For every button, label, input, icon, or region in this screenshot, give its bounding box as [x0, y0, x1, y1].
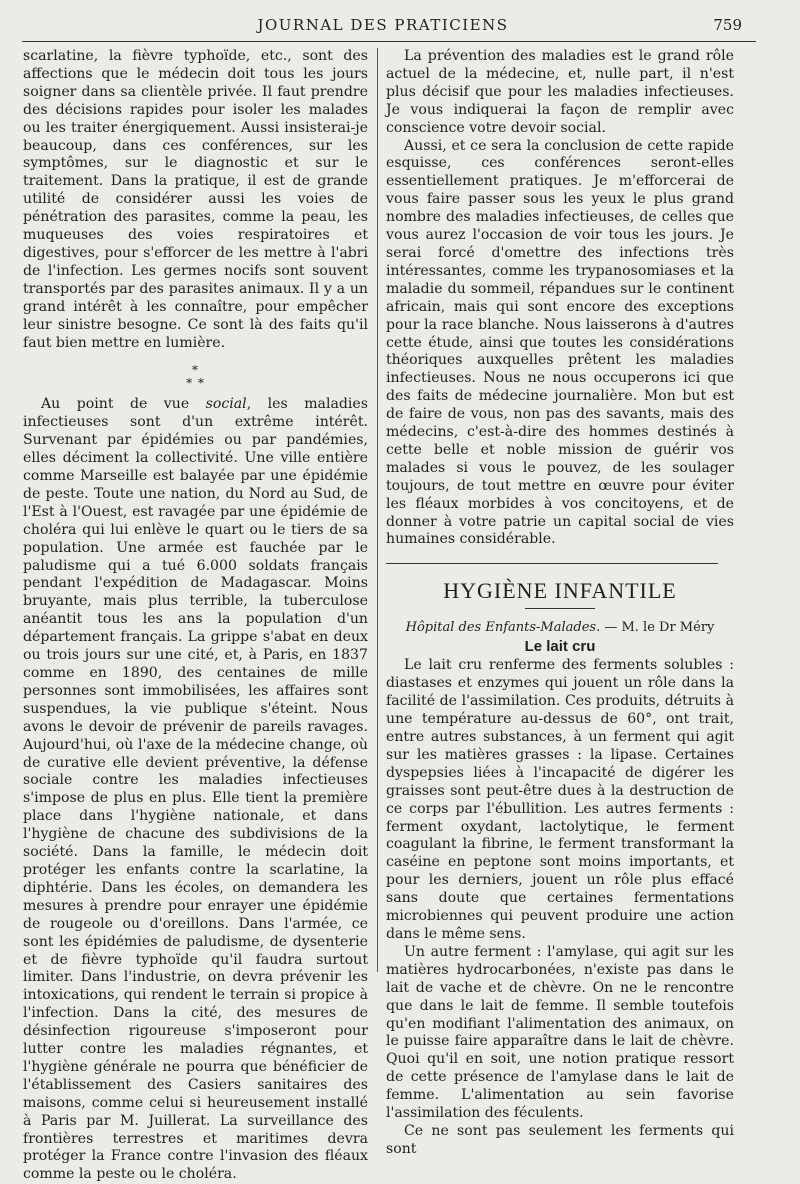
asterism-bottom: * * [186, 376, 205, 391]
paragraph-social-lead: Au point de vue [41, 396, 206, 413]
paragraph-ferments: Ce ne sont pas seulement les ferments qui sont [386, 1122, 734, 1157]
paragraph-social-body: , les maladies infectieuses sont d'un extrême intérêt. Survenant par épidémies ou par pandémies, elles déciment la collectivité. Une ville entière comme Marseille est balayée par une épidémie de peste. Toute une nation, du Nord au Sud, de l'Est à l'Ouest, est ravagée par une épidémie de choléra qui lui enlève le quart ou le tiers de sa population. Une armée est fauchée par le paludisme qui a tué 6.000 soldats français pendant l'expédition de Madagascar. Moins bruyante, mais plus terrible, la tuberculose anéantit tous les ans la population d'un département français. La grippe s'abat en deux ou trois jours sur une cité, et, à Paris, en 1837 comme en 1890, des centaines de mille personnes sont immobilisées, les affaires sont suspendues, la vie publique s'éteint. Nous avons le devoir de prévenir de pareils ravages. Aujourd'hui, où l'axe de la médecine change, où de curative elle devient préventive, la défense sociale contre les maladies infectieuses s'impose de plus en plus. Elle tient la première place dans l'hygiène nationale, et dans l'hygiène de chacune des subdivisions de la société. Dans la famille, le médecin doit protéger les enfants contre la scarlatine, la diphtérie. Dans les écoles, on demandera les mesures à prendre pour enrayer une épidémie de rougeole ou d'oreillons. Dans l'armée, ce sont les épidémies de paludisme, de dysenterie et de fièvre typhoïde qu'il faudra surtout limiter. Dans l'industrie, on devra prévenir les intoxications, qui rendent le terrain si propice à l'infection. Dans la cité, des mesures de désinfection rigoureuse s'imposeront pour lutter contre les maladies régnantes, et l'hygiène générale ne pourra que bénéficier de l'établissement des Casiers sanitaires des maisons, comme celui si heureusement installé à Paris par M. Juillerat. La surveillance des frontières terrestres et maritimes devra protéger la France contre l'invasion des fléaux comme la peste ou le choléra. [23, 396, 368, 1183]
asterism-top: * [192, 363, 199, 378]
paragraph-amylase: Un autre ferment : l'amylase, qui agit sur les matières hydrocarbonées, n'existe pas dans le lait de vache et de chèvre. On ne le rencontre que dans le lait de femme. Il semble toutefois qu'en modifiant l'alimentation des animaux, on le puisse faire apparaître dans le lait de chèvre. Quoi qu'il en soit, une notion pratique ressort de cette présence de l'amylase dans le lait de femme. L'alimentation au sein favorise l'assimilation des féculents. [386, 943, 734, 1122]
article-title: Le lait cru [524, 638, 596, 656]
byline-author: — M. le Dr Méry [600, 620, 715, 636]
paragraph-continued: scarlatine, la fièvre typhoïde, etc., sont des affections que le médecin doit tous les jours soigner dans sa clientèle privée. Il faut prendre des décisions rapides pour isoler les malades ou les traiter énergiquement. Aussi insisterai-je beaucoup, dans ces conférences, sur les symptômes, sur le diagnostic et sur le traitement. Dans la pratique, il est de grande utilité de considérer aussi les voies de pénétration des parasites, comme la peau, les muqueuses des voies respiratoires et digestives, pour s'efforcer de les mettre à l'abri de l'infection. Les germes nocifs sont souvent transportés par des parasites animaux. Il y a un grand intérêt à les connaître, pour empêcher leur sinistre besogne. Ce sont là des faits qu'il faut bien mettre en lumière. [23, 48, 368, 351]
article-byline [386, 619, 734, 636]
left-column [23, 48, 368, 1184]
section-title-underline [525, 608, 595, 609]
paragraph-social [23, 396, 368, 1184]
paragraph-prevention: La prévention des maladies est le grand rôle actuel de la médecine, et, nulle part, il n'est plus décisif que pour les maladies infectieuses. Je vous indiquerai la façon de remplir avec conscience votre devoir social. [386, 48, 734, 136]
journal-title: JOURNAL DES PRATICIENS [257, 16, 509, 34]
header-rule [22, 41, 756, 42]
paragraph-social-emphasis: social [205, 396, 247, 413]
paragraph-lait-cru: Le lait cru renferme des ferments solubles : diastases et enzymes qui jouent un rôle dans la facilité de l'assimilation. Ces produits, détruits à une température au-dessus de 60°, ont trait, entre autres substances, à un ferment qui agit sur les matières grasses : la lipase. Certaines dyspepsies liées à l'incapacité de digérer les graisses sont peut-être dues à la destruction de ce corps par l'ébullition. Les autres ferments : ferment oxydant, lactolytique, le ferment coagulant la fibrine, le ferment transformant la caséine en peptone sont moins importants, et pour les derniers, jouent un rôle plus effacé sans doute que certaines fermentations microbiennes qui peuvent produire une action dans le même sens. [386, 657, 734, 942]
byline-institution: Hôpital des Enfants-Malades. [405, 620, 601, 636]
section-title: HYGIÈNE INFANTILE [443, 578, 677, 604]
page-number: 759 [713, 16, 742, 34]
paragraph-conclusion: Aussi, et ce sera la conclusion de cette rapide esquisse, ces conférences seront-elles essentiellement pratiques. Je m'efforcerai de vous faire passer sous les yeux le plus grand nombre des maladies infectieuses, de celles que vous aurez l'occasion de voir tous les jours. Je serai forcé d'omettre des infections très intéressantes, comme les trypanosomiases et la maladie du sommeil, répandues sur le continent africain, mais qui sont encore des exceptions pour la race blanche. Nous laisserons à d'autres cette étude, ainsi que toutes les considérations théoriques auxquelles prêtent les maladies infectieuses. Nous ne nous occuperons ici que des faits de médecine journalière. Mon but est de faire de vous, non pas des savants, mais des médecins, c'est-à-dire des hommes destinés à cette belle et noble mission de guérir vos malades si vous le pouvez, de les soulager toujours, de tout mettre en œuvre pour éviter les fléaux morbides à vos concitoyens, et de donner à votre patrie un capital social de vies humaines considérable. [386, 137, 734, 548]
asterism-divider [23, 364, 368, 390]
right-column [386, 48, 734, 1159]
running-head [24, 14, 742, 36]
section-rule [386, 563, 718, 564]
column-separator [377, 48, 378, 972]
